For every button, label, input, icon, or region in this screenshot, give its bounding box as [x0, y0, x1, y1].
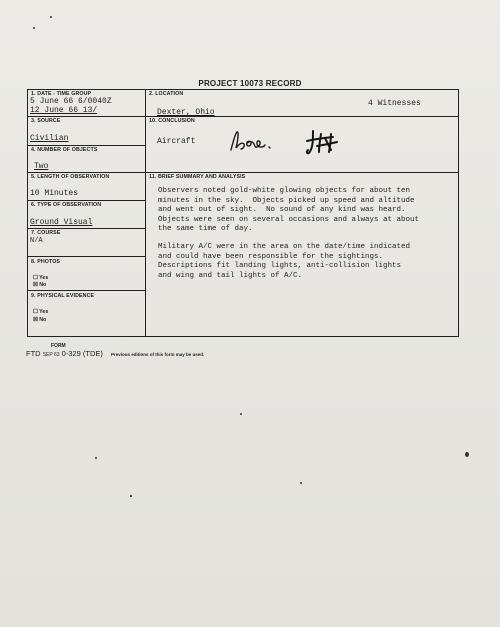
row-divider: [28, 290, 145, 291]
physical-no-mark: ☒: [33, 317, 38, 323]
photos-no-checkbox: [33, 282, 46, 288]
form-editions-note: Previous editions of this form may be used.: [111, 352, 205, 357]
num-objects-value: Two: [34, 162, 49, 171]
scan-speck: [50, 16, 52, 18]
initials-signature-icon: [303, 128, 343, 156]
date-time-value-1: 5 June 66 6/0040Z: [30, 97, 112, 106]
length-observation-value: 10 Minutes: [30, 189, 79, 198]
handwritten-annotation-icon: [227, 128, 289, 154]
photos-yes-label: Yes: [39, 275, 49, 281]
scan-speck: [300, 482, 302, 484]
summary-paragraph-2: Military A/C were in the area on the date/time indicated and could have been responsible for the sightings. Descriptions fit landing lights, anti-collision lights and wing and tail lights of A/C.: [158, 242, 411, 280]
course-value: N/A: [30, 237, 43, 245]
form-label: FORM: [51, 343, 66, 349]
length-observation-label: 5. LENGTH OF OBSERVATION: [31, 174, 110, 180]
scan-speck: [130, 495, 132, 497]
date-time-value-2: 12 June 66 13/: [30, 106, 98, 115]
scan-speck: [465, 452, 469, 457]
conclusion-label: 10. CONCLUSION: [149, 118, 195, 124]
row-divider: [28, 200, 145, 201]
physical-no-label: No: [39, 317, 47, 323]
physical-yes-checkbox: [33, 309, 48, 315]
course-label: 7. COURSE: [31, 230, 61, 236]
date-time-label: 1. DATE - TIME GROUP: [31, 91, 92, 97]
photos-yes-mark: ☐: [33, 275, 38, 281]
type-observation-value: Ground Visual: [30, 218, 93, 227]
row-divider: [28, 145, 145, 146]
column-divider: [145, 90, 146, 336]
source-value: Civilian: [30, 134, 69, 143]
witnesses-note: 4 Witnesses: [368, 99, 421, 108]
row-divider: [145, 172, 458, 173]
physical-yes-mark: ☐: [33, 309, 38, 315]
location-value: Dexter, Ohio: [157, 108, 215, 117]
summary-paragraph-1: Observers noted gold-white glowing objects for about ten minutes in the sky. Objects picked up speed and altitude and went out of sight. No sound of any kind was heard. Objects were seen on several occasions and always at about the same time of day.: [158, 187, 420, 234]
form-footer: [26, 349, 204, 358]
scan-speck: [33, 27, 35, 29]
num-objects-label: 4. NUMBER OF OBJECTS: [31, 147, 98, 153]
form-date: SEP 63: [42, 352, 60, 358]
photos-label: 8. PHOTOS: [31, 259, 61, 265]
physical-evidence-label: 9. PHYSICAL EVIDENCE: [31, 293, 95, 299]
photos-no-label: No: [39, 282, 47, 288]
conclusion-value: Aircraft: [157, 137, 196, 146]
summary-text: [158, 187, 473, 289]
source-label: 3. SOURCE: [31, 118, 61, 124]
location-label: 2. LOCATION: [149, 91, 184, 97]
summary-label: 11. BRIEF SUMMARY AND ANALYSIS: [149, 174, 246, 180]
physical-yes-label: Yes: [39, 309, 49, 315]
row-divider: [28, 172, 145, 173]
row-divider: [28, 116, 145, 117]
scan-speck: [240, 413, 242, 415]
form-number: 0-329 (TDE): [61, 349, 103, 358]
form-id: FTD: [26, 349, 41, 358]
physical-no-checkbox: [33, 317, 46, 323]
photos-yes-checkbox: [33, 275, 48, 281]
scan-speck: [95, 457, 97, 459]
record-title: PROJECT 10073 RECORD: [198, 79, 302, 88]
row-divider: [28, 228, 145, 229]
row-divider: [28, 256, 145, 257]
photos-no-mark: ☒: [33, 282, 38, 288]
type-observation-label: 6. TYPE OF OBSERVATION: [31, 202, 102, 208]
